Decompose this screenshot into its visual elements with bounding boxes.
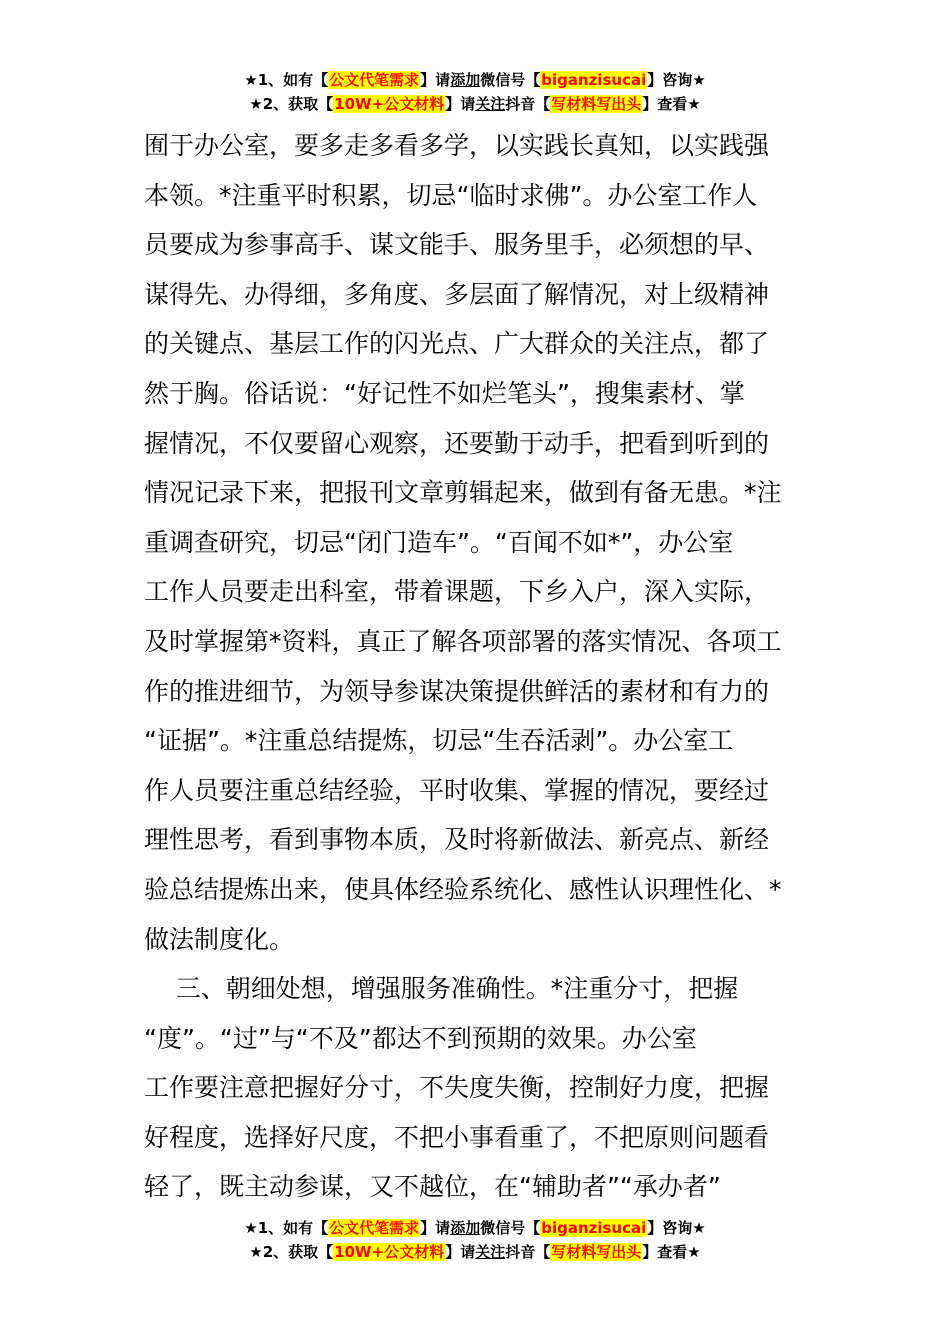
header-line-1-mid-2: 微信号【 <box>480 71 541 89</box>
body-line: 验总结提炼出来，使具体经验系统化、感性认识理性化、* <box>144 874 782 904</box>
header-line-1-highlight-1: 公文代笔需求 <box>329 71 420 89</box>
footer-line-2-mid-2: 抖音【 <box>505 1243 551 1261</box>
header-line-2-mid-1: 】请 <box>445 95 476 113</box>
footer-line-1-highlight-2: biganzisucai <box>541 1219 647 1237</box>
body-line: 做法制度化。 <box>144 924 295 954</box>
body-line: 员要成为参事高手、谋文能手、服务里手，必须想的早、 <box>144 230 770 260</box>
body-line: 理性思考，看到事物本质，及时将新做法、新亮点、新经 <box>144 825 770 855</box>
footer-line-1 <box>0 1216 950 1240</box>
body-line: “度”。“过”与“不及”都达不到预期的效果。办公室 <box>144 1023 697 1053</box>
body-line: 及时掌握第*资料，真正了解各项部署的落实情况、各项工 <box>144 626 782 656</box>
header-line-1-mid-1: 】请 <box>420 71 451 89</box>
body-line: 本领。*注重平时积累，切忌“临时求佛”。办公室工作人 <box>144 180 758 210</box>
document-body <box>144 121 808 1212</box>
body-line: 轻了，既主动参谋，又不越位，在“辅助者”“承办者” <box>144 1172 721 1202</box>
header-line-2-suffix: 】查看★ <box>642 95 701 113</box>
footer-line-2-highlight-1: 10W+公文材料 <box>334 1243 445 1261</box>
header-line-2-highlight-2: 写材料写出头 <box>551 95 642 113</box>
body-line: 工作人员要走出科室，带着课题，下乡入户，深入实际， <box>144 577 770 607</box>
header-line-2-prefix: ★2、获取【 <box>249 95 334 113</box>
footer-line-2-prefix: ★2、获取【 <box>249 1243 334 1261</box>
header-line-2-mid-2: 抖音【 <box>505 95 551 113</box>
body-line: 好程度，选择好尺度，不把小事看重了，不把原则问题看 <box>144 1122 770 1152</box>
body-line: 囿于办公室，要多走多看多学，以实践长真知，以实践强 <box>144 131 770 160</box>
header-banner <box>0 68 950 116</box>
header-line-2 <box>0 92 950 116</box>
footer-banner <box>0 1216 950 1264</box>
footer-line-2-suffix: 】查看★ <box>642 1243 701 1261</box>
header-line-1-suffix: 】咨询★ <box>647 71 706 89</box>
body-line: 重调查研究，切忌“闭门造车”。“百闻不如*”，办公室 <box>144 527 734 557</box>
body-line: 握情况，不仅要留心观察，还要勤于动手，把看到听到的 <box>144 428 770 458</box>
body-line: 作人员要注重总结经验，平时收集、掌握的情况，要经过 <box>144 775 770 805</box>
footer-line-1-prefix: ★1、如有【 <box>244 1219 329 1237</box>
header-line-2-highlight-1: 10W+公文材料 <box>334 95 445 113</box>
header-line-1-highlight-2: biganzisucai <box>541 71 647 89</box>
body-line: “证据”。*注重总结提炼，切忌“生吞活剥”。办公室工 <box>144 726 734 756</box>
body-line: 谋得先、办得细，多角度、多层面了解情况，对上级精神 <box>144 279 770 309</box>
footer-line-1-suffix: 】咨询★ <box>647 1219 706 1237</box>
header-line-2-underlined: 关注 <box>475 95 506 113</box>
footer-line-1-underlined: 添加 <box>450 1219 481 1237</box>
body-line: 然于胸。俗话说：“好记性不如烂笔头”，搜集素材、掌 <box>144 378 745 408</box>
footer-line-1-mid-1: 】请 <box>420 1219 451 1237</box>
footer-line-1-mid-2: 微信号【 <box>480 1219 541 1237</box>
body-line: 作的推进细节，为领导参谋决策提供鲜活的素材和有力的 <box>144 676 770 706</box>
footer-line-2-highlight-2: 写材料写出头 <box>551 1243 642 1261</box>
footer-line-2 <box>0 1240 950 1264</box>
header-line-1-underlined: 添加 <box>450 71 481 89</box>
body-line: 工作要注意把握好分寸，不失度失衡，控制好力度，把握 <box>144 1073 770 1103</box>
body-line: 三、朝细处想，增强服务准确性。*注重分寸，把握 <box>144 974 739 1004</box>
footer-line-2-mid-1: 】请 <box>445 1243 476 1261</box>
footer-line-2-underlined: 关注 <box>475 1243 506 1261</box>
body-line: 的关键点、基层工作的闪光点、广大群众的关注点，都了 <box>144 329 770 359</box>
footer-line-1-highlight-1: 公文代笔需求 <box>329 1219 420 1237</box>
body-line: 情况记录下来，把报刊文章剪辑起来，做到有备无患。*注 <box>144 478 782 508</box>
header-line-1-prefix: ★1、如有【 <box>244 71 329 89</box>
header-line-1 <box>0 68 950 92</box>
